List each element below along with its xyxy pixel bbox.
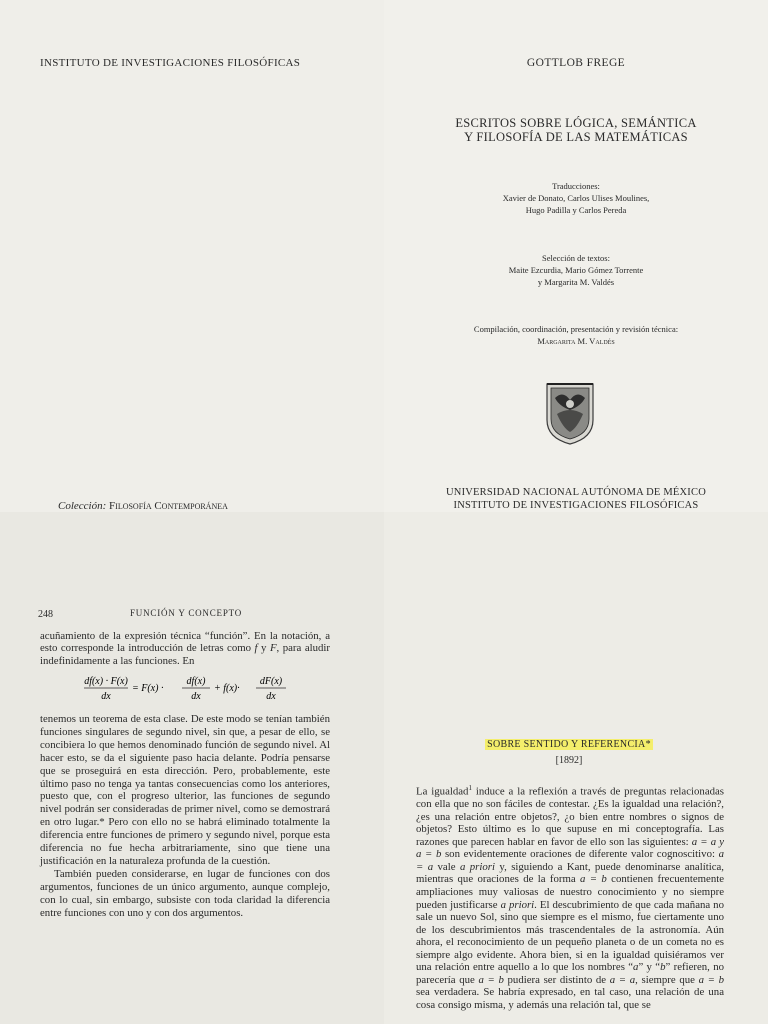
paragraph-body (416, 782, 724, 1011)
text-run: ” y “ (638, 961, 661, 974)
para1-part-a: acuñamiento de la expresión técnica “función”. En la notación, a esto corresponde la introducción de letras como (40, 630, 330, 655)
title-line-1: ESCRITOS SOBRE LÓGICA, SEMÁNTICA (455, 116, 697, 130)
page-bottom-right (384, 512, 768, 1024)
text-run: vale (433, 860, 460, 873)
page-top-left (0, 0, 384, 512)
unam-seal-icon (543, 380, 597, 446)
latin-term: a priori (459, 860, 495, 873)
var-F: F (269, 642, 277, 655)
chapter-year: [1892] (555, 755, 583, 766)
equation-text: a = b (580, 873, 607, 886)
translators-block (384, 180, 768, 216)
translators-line-1: Xavier de Donato, Carlos Ulises Moulines, (502, 193, 650, 203)
equation-text: a = a (609, 973, 636, 986)
body-text-bottom (40, 713, 330, 920)
text-run: , siempre que (635, 973, 699, 986)
collection-line: Colección: Filosofía Contemporánea (58, 500, 228, 512)
compilation-block (384, 323, 768, 347)
variable: b (660, 961, 666, 974)
var-f: f (254, 642, 258, 655)
equation-text: a = b (698, 973, 724, 986)
selection-label: Selección de textos: (542, 253, 610, 263)
body-text (416, 782, 724, 1011)
paragraph-1 (40, 630, 330, 667)
para1-and: y (257, 642, 270, 655)
formula-plus-term: + f(x)· (214, 683, 240, 694)
collection-label: Colección (58, 500, 103, 512)
text-run: La igualdad (416, 785, 469, 798)
footnote-marker: 1 (468, 784, 472, 792)
paragraph-2: tenemos un teorema de esta clase. De este modo se tenían también funciones singulares de segundo nivel, sin que, a pesar de ello, se concibiera lo que hemos denominado función de segundo nivel. Al hacer esto, se da el siguiente paso hacia delante. Podría pensarse que se proseguirá en esta dirección. Pero, probablemente, este último paso no tenga ya tantas consecuencias como los anteriores, puesto que, con el progreso ulterior, las funciones de segundo nivel podrán ser consideradas de primer nivel, como se demostrará en otro lugar.* Pero con ello no se habrá eliminado totalmente la diferencia entre funciones de primero y segundo nivel, porque esta diferencia no fue hecha arbitrariamente, sino que tiene una justificación en la naturaleza profunda de la cuestión. (40, 713, 330, 867)
paragraph-3: También pueden considerarse, en lugar de funciones con dos argumentos, funciones de un único argumento, aunque complejo, con lo cual, sin embargo, subsiste con toda claridad la diferencia entre funciones con uno y con dos argumentos. (40, 867, 330, 919)
publisher-header: INSTITUTO DE INVESTIGACIONES FILOSÓFICAS (40, 57, 301, 69)
selection-line-2: y Margarita M. Valdés (537, 277, 615, 287)
formula-lhs-numerator: df(x) · F(x) (84, 676, 128, 687)
derivative-formula (84, 673, 294, 703)
variable: a (633, 961, 639, 974)
formula-rhs-numerator: dF(x) (259, 676, 283, 687)
equation-text: a = a (416, 848, 725, 873)
formula-mid-denominator: dx (191, 691, 201, 702)
university-line-1: UNIVERSIDAD NACIONAL AUTÓNOMA DE MÉXICO (446, 487, 706, 498)
collection-value: Filosofía Contemporánea (109, 500, 228, 512)
author-name: GOTTLOB FREGE (526, 57, 626, 69)
running-head: FUNCIÓN Y CONCEPTO (130, 608, 243, 618)
formula-mid-numerator: df(x) (186, 676, 206, 687)
compilation-label: Compilación, coordinación, presentación y revisión técnica: (473, 324, 679, 334)
text-run: . El descubrimiento de que cada mañana no sale un nuevo Sol, sino que siempre es el mismo, fue ciertamente uno de los descubrimientos más trascendentales de la astronomía. Aún ahora, el reconocimiento de un pequeño planeta o de un cometa no es siempre algo evidente. Ahora bien, si en la igualdad quisiéramos ver una relación entre aquello a lo que los nombres “ (416, 898, 724, 974)
highlighted-heading: SOBRE SENTIDO Y REFERENCIA* (487, 739, 651, 750)
selection-line-1: Maite Ezcurdia, Mario Gómez Torrente (508, 265, 644, 275)
text-run: contienen frecuentemente ampliaciones muy valiosas de nuestro conocimiento y no siempre pueden justificarse (416, 873, 725, 911)
text-run: ” refieren, no parecería que (416, 961, 724, 986)
latin-term: a priori (500, 898, 535, 911)
text-run: pudiera ser distinto de (503, 973, 610, 986)
title-line-2: Y FILOSOFÍA DE LAS MATEMÁTICAS (464, 130, 688, 144)
equation-text: a = a y a = b (416, 835, 724, 861)
text-run: y, siguiendo a Kant, puede denominarse analítica, mientras que oraciones de la forma (416, 860, 724, 886)
book-title (384, 116, 768, 144)
university-line-2: INSTITUTO DE INVESTIGACIONES FILOSÓFICAS (453, 500, 699, 511)
text-run: sea verdadera. Se habría expresado, en tal caso, una relación de una cosa consigo misma, y además una relación tal, que se (416, 986, 724, 1011)
formula-equals-term: = F(x) · (132, 683, 164, 694)
compilation-name: Margarita M. Valdés (537, 336, 615, 346)
page-top-right (384, 0, 768, 512)
text-run: son evidentemente oraciones de diferente valor cognoscitivo: (441, 848, 719, 861)
text-run: induce a la reflexión a través de preguntas relacionadas con ella que no son fáciles de contestar. ¿Es la igualdad una relación?, ¿es una relación entre objetos?, ¿o bien entre nombres o signos de objetos? Esto último es lo que supuse en mi conceptografía. Las razones que parecen hablar en favor de ello son las siguientes: (416, 785, 725, 848)
para1-part-b: , para aludir indefinidamente a las funciones. En (40, 642, 330, 667)
page-bottom-left (0, 512, 384, 1024)
body-text-top (40, 630, 330, 667)
page-number: 248 (38, 609, 53, 620)
equation-text: a = b (478, 973, 504, 986)
selection-block (384, 252, 768, 288)
translators-line-2: Hugo Padilla y Carlos Pereda (525, 205, 627, 215)
formula-rhs-denominator: dx (266, 691, 276, 702)
formula-lhs-denominator: dx (101, 691, 111, 702)
translators-label: Traducciones: (552, 181, 600, 191)
chapter-heading (384, 739, 754, 750)
